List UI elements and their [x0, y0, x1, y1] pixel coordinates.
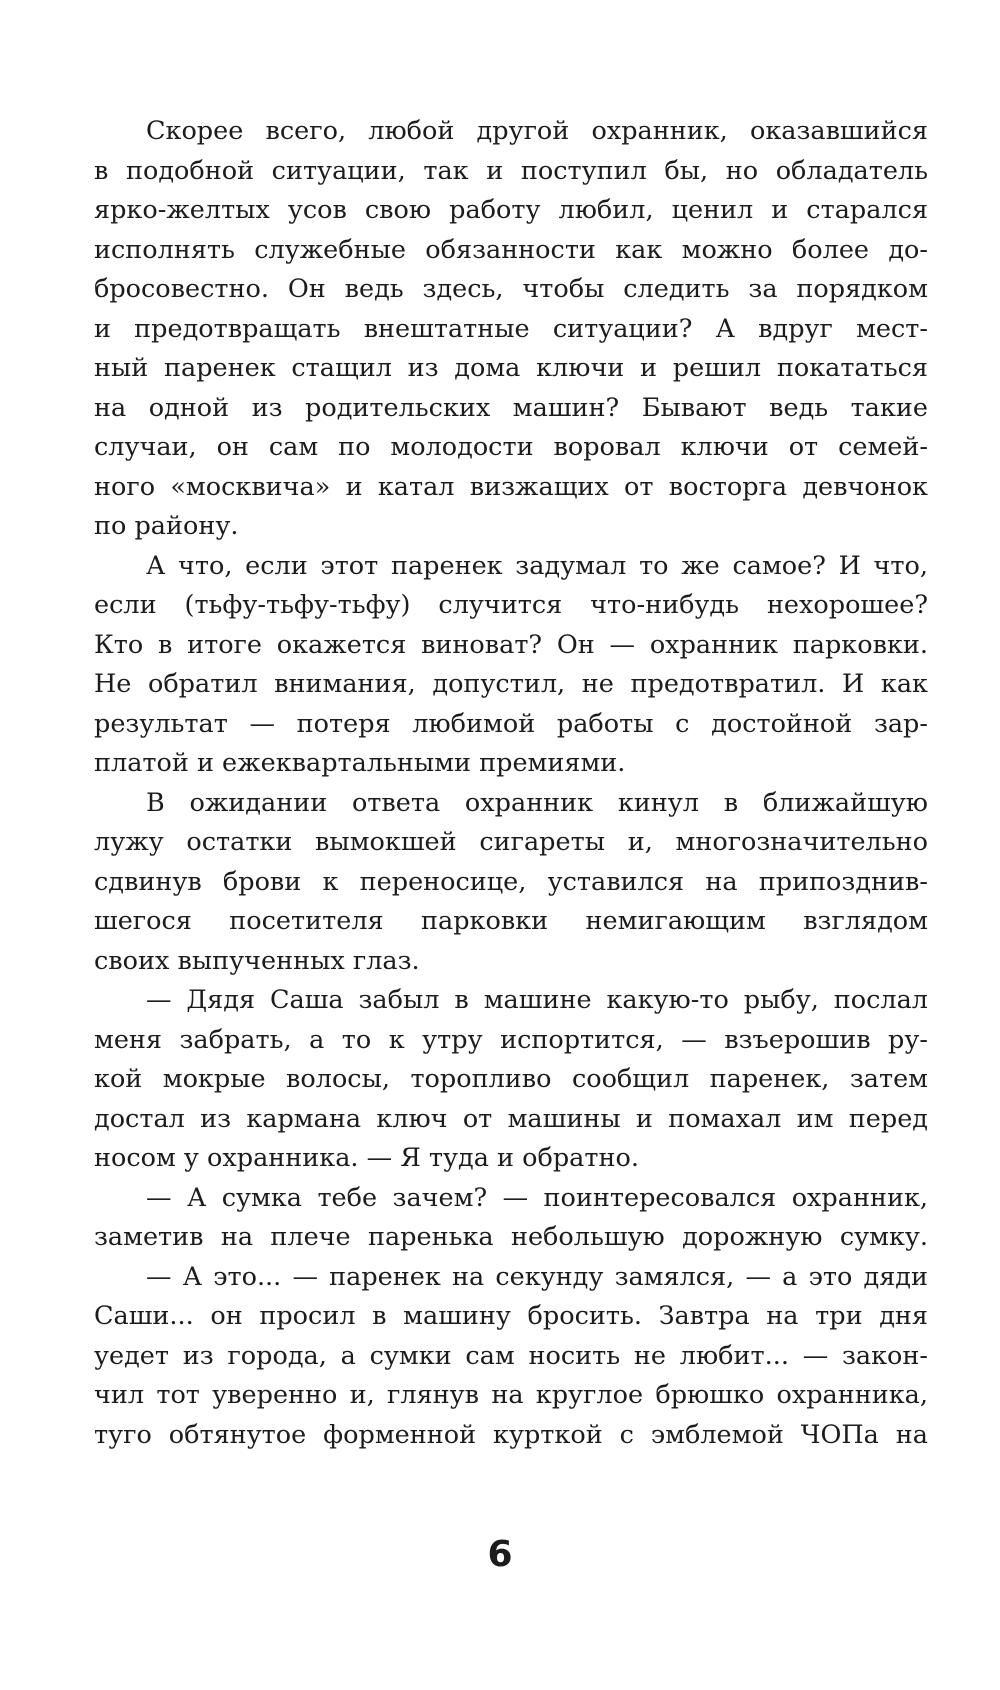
text-line: своих выпученных глаз. — [94, 945, 420, 976]
text-line: результат — потеря любимой работы с достойной зар- — [94, 708, 928, 739]
text-line: уедет из города, а сумки сам носить не любит... — закон- — [94, 1340, 928, 1371]
text-line: сдвинув брови к переносице, уставился на припозднив- — [94, 866, 928, 897]
text-line: Не обратил внимания, допустил, не предотвратил. И как — [94, 669, 928, 699]
text-line: заметив на плече паренька небольшую дорожную сумку. — [94, 1222, 928, 1252]
text-line: Кто в итоге окажется виноват? Он — охранник парковки. — [94, 629, 928, 660]
text-line: лужу остатки вымокшей сигареты и, многозначительно — [94, 827, 928, 857]
text-line: если (тьфу-тьфу-тьфу) случится что-нибудь нехорошее? — [94, 590, 928, 620]
text-line: шегося посетителя парковки немигающим взглядом — [94, 906, 928, 936]
text-line: туго обтянутое форменной курткой с эмблемой ЧОПа на — [94, 1419, 928, 1450]
text-line: носом у охранника. — Я туда и обратно. — [94, 1143, 639, 1173]
body-text — [94, 112, 928, 1455]
text-line: В ожидании ответа охранник кинул в ближайшую — [146, 787, 928, 818]
text-line: ного «москвича» и катал визжащих от восторга девчонок — [94, 471, 928, 502]
text-line: — А это... — паренек на секунду замялся, — а это дяди — [146, 1261, 928, 1292]
text-line: кой мокрые волосы, торопливо сообщил паренек, затем — [94, 1064, 928, 1094]
text-line: меня забрать, а то к утру испортится, — взъерошив ру- — [94, 1024, 928, 1055]
text-line: по району. — [94, 511, 239, 541]
text-line: и предотвращать внештатные ситуации? А вдруг мест- — [94, 313, 928, 344]
text-line: ярко-желтых усов свою работу любил, ценил и старался — [94, 195, 928, 225]
text-line: исполнять служебные обязанности как можно более до- — [94, 234, 928, 265]
text-line: случаи, он сам по молодости воровал ключи от семей- — [94, 432, 928, 462]
text-line: — А сумка тебе зачем? — поинтересовался охранник, — [146, 1182, 928, 1213]
text-line: — Дядя Саша забыл в машине какую-то рыбу, послал — [146, 985, 928, 1015]
page-number: 6 — [487, 1534, 513, 1575]
text-line: достал из кармана ключ от машины и помахал им перед — [94, 1103, 928, 1134]
text-line: платой и ежеквартальными премиями. — [94, 748, 626, 778]
text-line: чил тот уверенно и, глянув на круглое брюшко охранника, — [94, 1380, 928, 1410]
text-line: на одной из родительских машин? Бывают ведь такие — [94, 392, 928, 423]
text-line: Саши... он просил в машину бросить. Завтра на три дня — [94, 1301, 928, 1331]
text-line: Скорее всего, любой другой охранник, оказавшийся — [146, 116, 928, 146]
text-line: А что, если этот паренек задумал то же самое? И что, — [146, 550, 928, 581]
text-line: бросовестно. Он ведь здесь, чтобы следить за порядком — [94, 274, 928, 304]
text-line: ный паренек стащил из дома ключи и решил покататься — [94, 353, 928, 383]
text-line: в подобной ситуации, так и поступил бы, но обладатель — [94, 155, 928, 186]
